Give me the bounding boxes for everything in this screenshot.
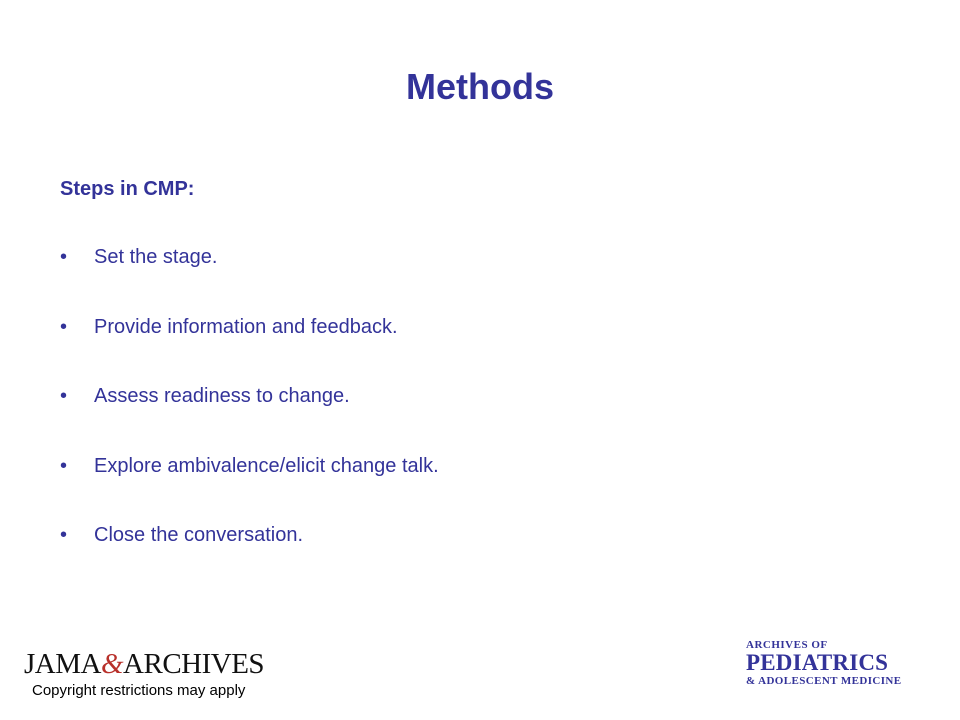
bullet-icon: •: [60, 315, 68, 338]
bullet-item: [60, 316, 439, 386]
jama-logo-ampersand: &: [100, 648, 124, 680]
jama-archives-logo: [24, 648, 264, 681]
bullet-icon: •: [60, 524, 68, 546]
bullet-item: [60, 455, 439, 525]
bullet-text: Provide information and feedback.: [94, 315, 398, 338]
archives-pediatrics-logo: [746, 639, 946, 688]
bullet-icon: •: [60, 454, 68, 477]
jama-logo-right: ARCHIVES: [123, 648, 265, 680]
jama-logo-left: JAMA: [24, 648, 101, 680]
slide-subtitle: Steps in CMP:: [60, 178, 195, 200]
slide-title: Methods: [406, 66, 554, 107]
copyright-notice: Copyright restrictions may apply: [32, 682, 246, 699]
bullet-item: [60, 385, 439, 455]
bullet-text: Close the conversation.: [94, 524, 304, 546]
bullet-icon: •: [60, 246, 68, 268]
bullet-text: Assess readiness to change.: [94, 385, 350, 407]
archives-logo-line2: PEDIATRICS: [746, 650, 889, 675]
bullet-item: [60, 524, 439, 594]
bullet-item: [60, 246, 439, 316]
bullet-list: [60, 246, 439, 594]
bullet-text: Explore ambivalence/elicit change talk.: [94, 454, 439, 477]
archives-logo-line1: ARCHIVES OF: [746, 639, 828, 651]
bullet-text: Set the stage.: [94, 246, 218, 268]
bullet-icon: •: [60, 385, 68, 407]
archives-logo-line3: & ADOLESCENT MEDICINE: [746, 675, 902, 687]
